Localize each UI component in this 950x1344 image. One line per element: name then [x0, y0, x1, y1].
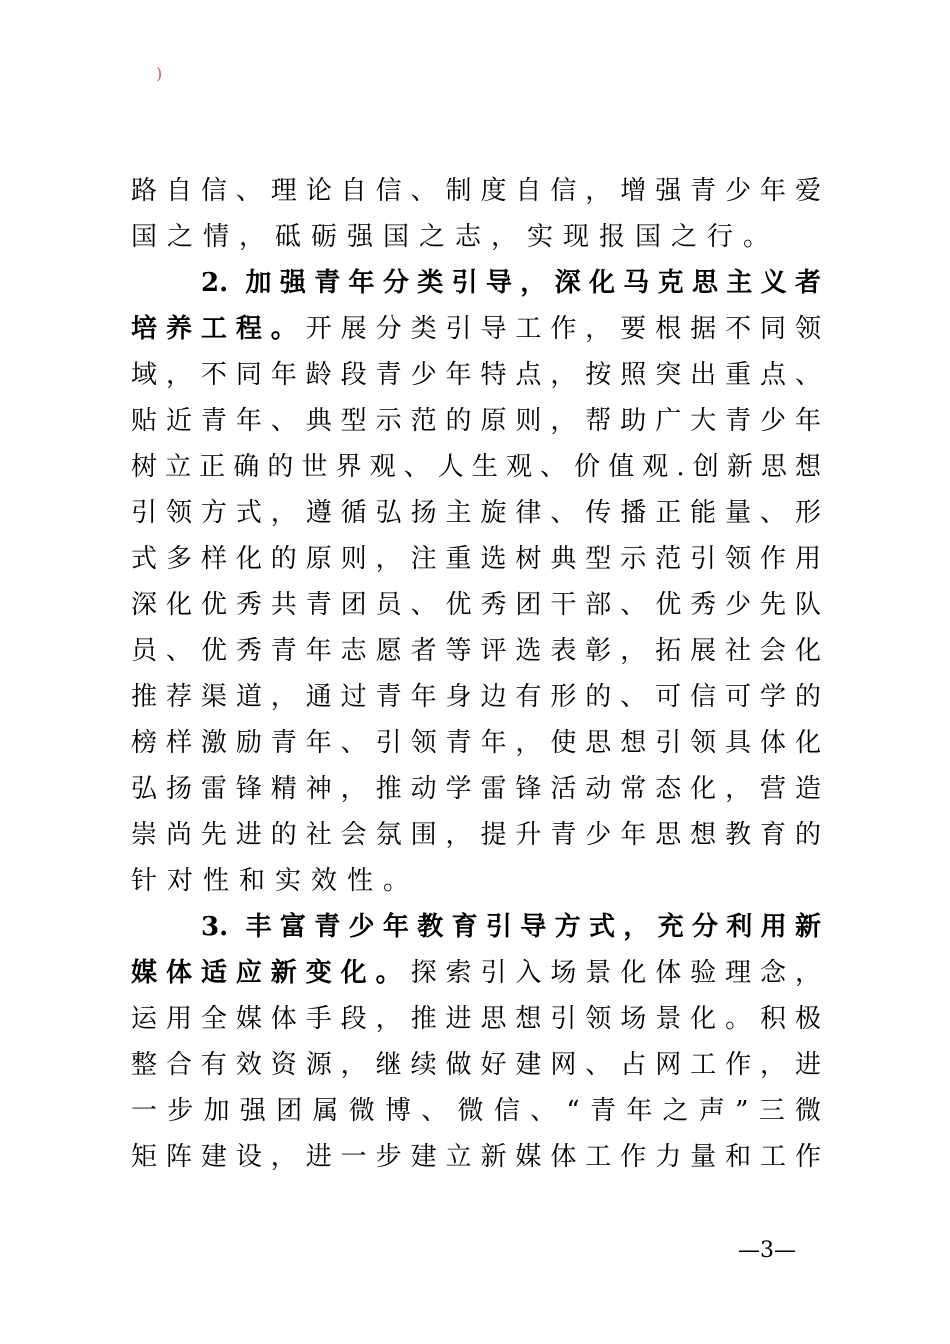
text-segment: 运用全媒体手段，推进思想引领场景化。积极	[131, 1004, 821, 1034]
text-line	[131, 168, 821, 214]
text-segment: 开展分类引导工作，要根据不同领	[305, 314, 821, 344]
text-line	[131, 628, 821, 674]
text-segment: 整合有效资源，继续做好建网、占网工作，进	[131, 1050, 821, 1080]
text-segment: 榜样激励青年、引领青年，使思想引领具体化	[131, 728, 821, 758]
text-line	[131, 1042, 821, 1088]
text-segment: 路自信、理论自信、制度自信，增强青少年爱	[131, 176, 821, 206]
text-segment: 推荐渠道，通过青年身边有形的、可信可学的	[131, 682, 821, 712]
text-segment: 弘扬雷锋精神，推动学雷锋活动常态化，营造	[131, 774, 821, 804]
text-segment: 一步加强团属微博、微信、“青年之声”三微	[131, 1096, 821, 1126]
text-line	[131, 674, 821, 720]
text-line	[131, 214, 821, 260]
text-segment: 针对性和实效性。	[131, 866, 420, 896]
text-segment: 员、优秀青年志愿者等评选表彰，拓展社会化	[131, 636, 821, 666]
text-line	[131, 260, 821, 306]
text-line	[131, 444, 821, 490]
text-line	[131, 766, 821, 812]
text-segment: 探索引入场景化体验理念，	[410, 958, 821, 988]
text-line	[131, 950, 821, 996]
text-segment: 国之情，砥砺强国之志，实现报国之行。	[131, 222, 780, 252]
text-line	[131, 352, 821, 398]
text-segment: 矩阵建设，进一步建立新媒体工作力量和工作	[131, 1142, 821, 1172]
corner-mark: )	[156, 64, 163, 83]
text-line	[131, 1088, 821, 1134]
text-line	[131, 536, 821, 582]
bold-heading-text: 2. 加强青年分类引导，深化马克思主义者	[201, 268, 821, 298]
text-line	[131, 582, 821, 628]
text-segment: 式多样化的原则，注重选树典型示范引领作用	[131, 544, 821, 574]
bold-heading-text: 3. 丰富青少年教育引导方式，充分利用新	[201, 912, 821, 942]
text-line	[131, 996, 821, 1042]
text-segment: 树立正确的世界观、人生观、价值观.创新思想	[131, 452, 821, 482]
text-line	[131, 398, 821, 444]
text-line	[131, 904, 821, 950]
text-segment: 贴近青年、典型示范的原则，帮助广大青少年	[131, 406, 821, 436]
text-line	[131, 1134, 821, 1180]
bold-heading-text: 媒体适应新变化。	[131, 958, 411, 988]
text-line	[131, 858, 821, 904]
text-line	[131, 720, 821, 766]
text-segment: 崇尚先进的社会氛围，提升青少年思想教育的	[131, 820, 821, 850]
bold-heading-text: 培养工程。	[131, 314, 306, 344]
text-line	[131, 812, 821, 858]
text-segment: 域，不同年龄段青少年特点，按照突出重点、	[131, 360, 821, 390]
text-segment: 引领方式，遵循弘扬主旋律、传播正能量、形	[131, 498, 821, 528]
text-line	[131, 490, 821, 536]
page-number: —3—	[738, 1238, 796, 1263]
body-text	[131, 168, 821, 1180]
text-segment: 深化优秀共青团员、优秀团干部、优秀少先队	[131, 590, 821, 620]
text-line	[131, 306, 821, 352]
